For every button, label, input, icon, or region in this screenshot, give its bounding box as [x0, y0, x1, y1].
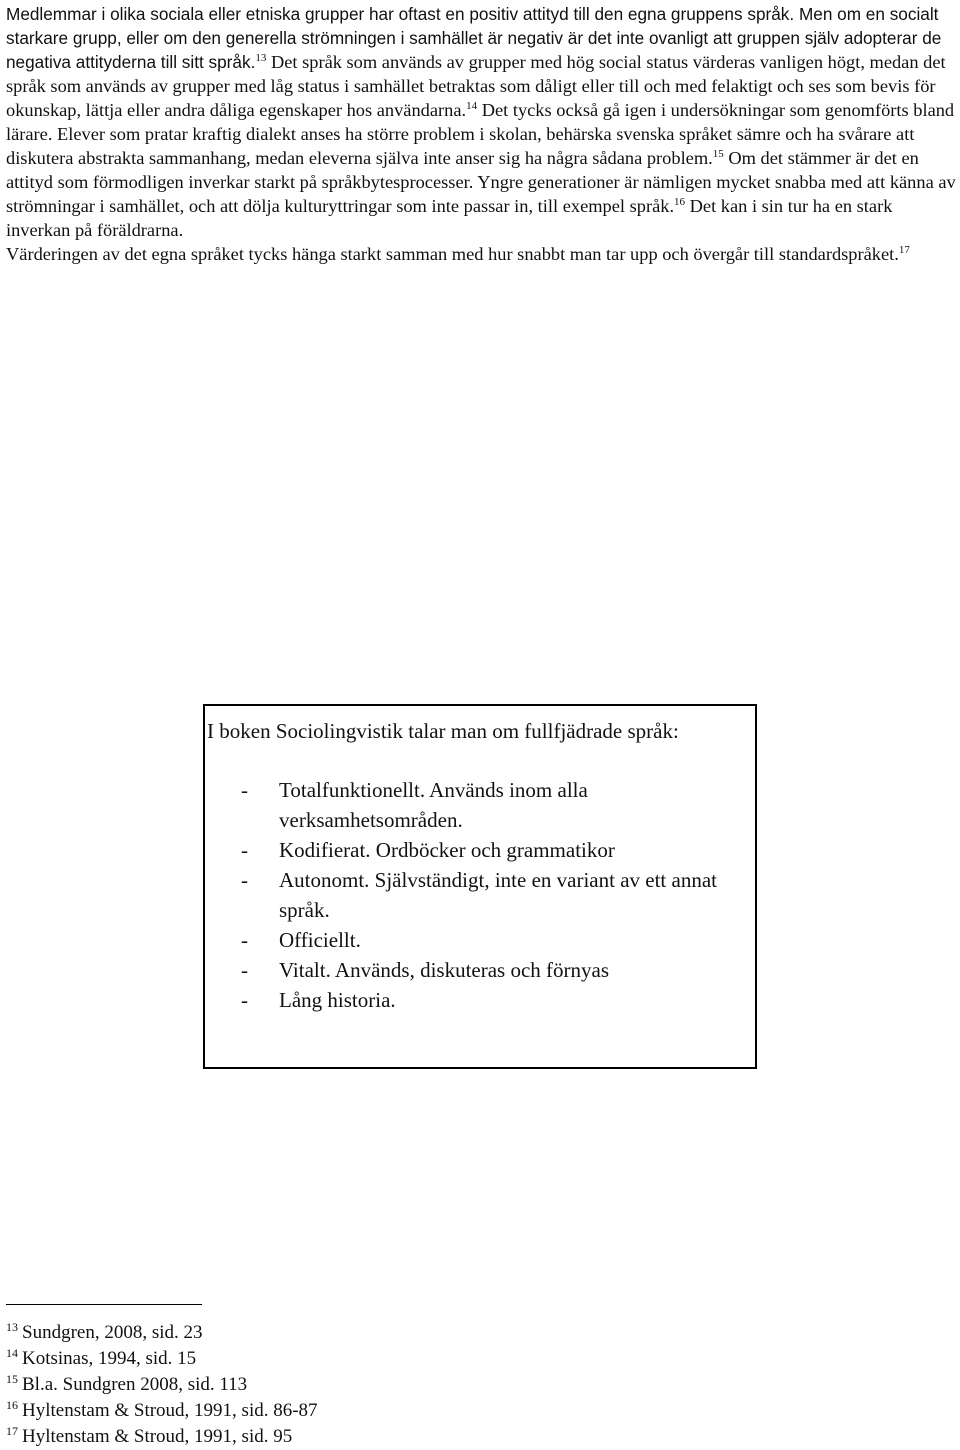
footnote-text: Kotsinas, 1994, sid. 15 [22, 1348, 197, 1369]
list-item [241, 985, 741, 1015]
list-item [241, 925, 741, 955]
info-box-list [241, 775, 741, 1015]
list-item [241, 835, 741, 865]
list-dash: - [241, 928, 248, 952]
list-dash: - [241, 838, 248, 862]
footnote-text: Sundgren, 2008, sid. 23 [22, 1322, 203, 1343]
footnotes [6, 1320, 606, 1450]
footnote-ref[interactable]: 15 [712, 147, 724, 160]
list-dash: - [241, 868, 248, 892]
list-dash: - [241, 778, 248, 802]
footnote [6, 1424, 606, 1450]
list-dash: - [241, 958, 248, 982]
footnote-number: 16 [6, 1397, 18, 1412]
footnote-ref[interactable]: 13 [255, 51, 267, 64]
footnote [6, 1398, 606, 1424]
paragraph-sentence: Det språk som används av grupper med hög social status värderas vanligen högt, medan det språk som används av grupper med låg status i samhället betraktas som dåligt eller till och med felaktigt och ses som bevis för okunskap, lättja eller andra dåliga egenskaper hos användarna. [6, 52, 946, 120]
paragraph-sentence: Det kan i sin tur ha en stark inverkan på föräldrarna. [6, 196, 893, 240]
paragraph-sentence: Det tycks också gå igen i undersökningar som genomförts bland lärare. Elever som pratar kraftig dialekt anses ha större problem i skolan, behärska svenska språket sämre och ha svårare att diskutera abstrakta sammanhang, medan eleverna själva inte anser sig ha några sådana problem. [6, 100, 955, 168]
list-item-text: Totalfunktionellt. Används inom alla verksamhetsområden. [279, 778, 588, 832]
list-item [241, 955, 741, 985]
paragraph-sentence: Om det stämmer är det en attityd som förmodligen inverkar starkt på språkbytesprocesser. Yngre generationer är nämligen mycket snabba med att känna av strömningar i samhället, och att dölja kulturyttringar som inte passar in, till exempel språk. [6, 148, 956, 216]
footnote [6, 1372, 606, 1398]
list-item-text: Vitalt. Används, diskuteras och förnyas [279, 958, 610, 982]
footnote-number: 17 [6, 1423, 18, 1438]
footnote [6, 1320, 606, 1346]
list-item-text: Officiellt. [279, 928, 361, 952]
list-item-text: Kodifierat. Ordböcker och grammatikor [279, 838, 615, 862]
list-item-text: Lång historia. [279, 988, 396, 1012]
footnote [6, 1346, 606, 1372]
info-box-title: I boken Sociolingvistik talar man om fullfjädrade språk: [207, 719, 679, 743]
list-dash: - [241, 988, 248, 1012]
footnote-number: 13 [6, 1319, 18, 1334]
paragraph-sentence: Medlemmar i olika sociala eller etniska grupper har oftast en positiv attityd till den egna gruppens språk. Men om en socialt starkare grupp, eller om den generella strömningen i samhället är negativ är det inte ovanligt att gruppen själv adopterar de negativa attityderna till sitt språk. [6, 4, 942, 72]
footnote-text: Bl.a. Sundgren 2008, sid. 113 [22, 1374, 248, 1395]
footnote-number: 14 [6, 1345, 18, 1360]
list-item [241, 865, 741, 925]
footnote-ref[interactable]: 17 [898, 243, 910, 256]
footnote-text: Hyltenstam & Stroud, 1991, sid. 86-87 [22, 1400, 318, 1421]
footnote-separator [6, 1304, 202, 1305]
footnote-text: Hyltenstam & Stroud, 1991, sid. 95 [22, 1426, 293, 1447]
footnote-number: 15 [6, 1371, 18, 1386]
footnote-ref[interactable]: 16 [674, 195, 686, 208]
info-box [203, 704, 757, 1069]
paragraph-sentence: Värderingen av det egna språket tycks hänga starkt samman med hur snabbt man tar upp och övergår till standardspråket. [6, 244, 899, 264]
list-item [241, 775, 741, 835]
list-item-text: Autonomt. Självständigt, inte en variant av ett annat språk. [279, 868, 717, 922]
body-text [6, 2, 956, 266]
footnote-ref[interactable]: 14 [466, 99, 478, 112]
